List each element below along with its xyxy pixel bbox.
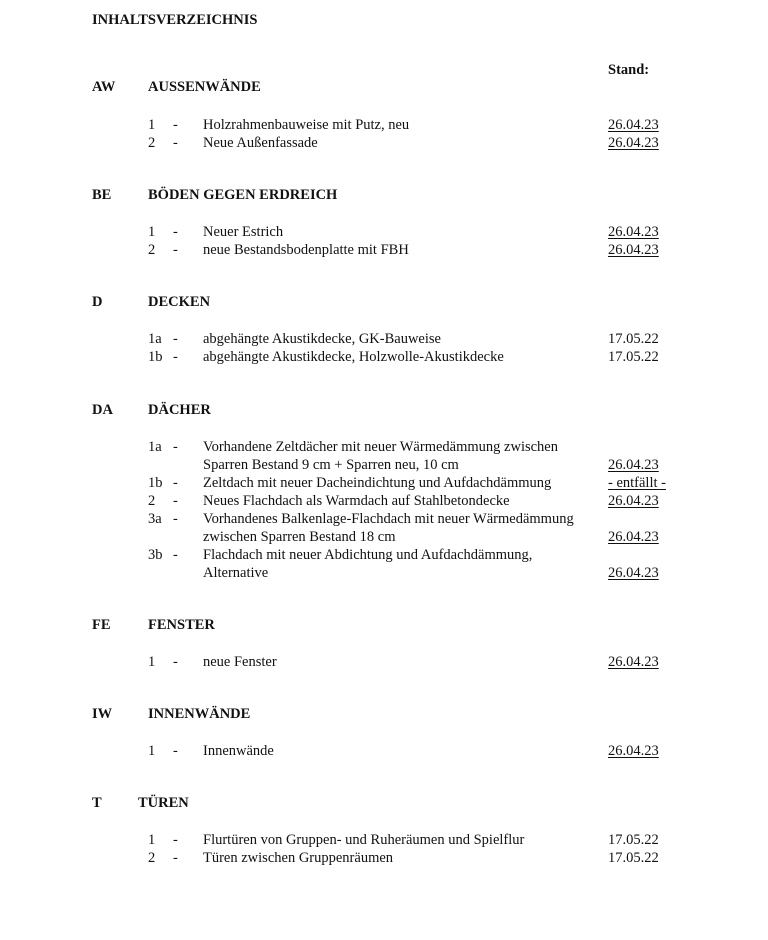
toc-entry [0,742,768,760]
entry-number: 1 [148,832,156,848]
entry-text: abgehängte Akustikdecke, Holzwolle-Akustikdecke [203,349,504,365]
entry-text: Neue Außenfassade [203,135,318,151]
entry-dash: - [173,349,178,365]
toc-entry-continuation [0,528,768,546]
entry-number: 1 [148,117,156,133]
entry-date: 26.04.23 [608,565,659,581]
entry-date: 26.04.23 [608,457,659,473]
section-title: DÄCHER [148,402,211,418]
entry-dash: - [173,850,178,866]
entry-date: 26.04.23 [608,135,659,151]
toc-entry-continuation [0,456,768,474]
entry-date: 17.05.22 [608,832,659,848]
toc-entry [0,653,768,671]
entry-number: 1 [148,654,156,670]
toc-entry [0,831,768,849]
toc-entry-continuation [0,564,768,582]
entry-dash: - [173,331,178,347]
toc-entry [0,492,768,510]
entry-dash: - [173,242,178,258]
entry-text-continuation: Alternative [203,565,269,581]
entry-text: abgehängte Akustikdecke, GK-Bauweise [203,331,441,347]
entry-dash: - [173,547,178,563]
section-code: FE [92,617,111,633]
entry-dash: - [173,117,178,133]
entry-dash: - [173,493,178,509]
entry-dash: - [173,439,178,455]
section-title: FENSTER [148,617,215,633]
toc-entry [0,546,768,564]
toc-entry [0,330,768,348]
entry-text: neue Fenster [203,654,277,670]
entry-text: Flurtüren von Gruppen- und Ruheräumen und Spielflur [203,832,525,848]
section-code: IW [92,706,113,722]
section-title: TÜREN [138,795,189,811]
entry-date: 26.04.23 [608,493,659,509]
toc-entry [0,241,768,259]
entry-text: Türen zwischen Gruppenräumen [203,850,394,866]
entry-dash: - [173,511,178,527]
entry-number: 1b [148,475,163,491]
entry-date: 26.04.23 [608,743,659,759]
entry-dash: - [173,224,178,240]
entry-number: 2 [148,242,156,258]
entry-date: 26.04.23 [608,224,659,240]
entry-number: 3b [148,547,163,563]
section-code: AW [92,79,116,95]
toc-entry [0,849,768,867]
entry-date: - entfällt - [608,475,666,491]
section-code: T [92,795,102,811]
entry-text: Innenwände [203,743,274,759]
section-code: BE [92,187,112,203]
page-title: INHALTSVERZEICHNIS [92,12,258,28]
entry-date: 26.04.23 [608,117,659,133]
toc-entry [0,348,768,366]
entry-text: Flachdach mit neuer Abdichtung und Aufdachdämmung, [203,547,533,563]
entry-date: 26.04.23 [608,654,659,670]
entry-number: 1 [148,224,156,240]
section-code: DA [92,402,113,418]
entry-date: 26.04.23 [608,242,659,258]
entry-date: 17.05.22 [608,331,659,347]
entry-date: 26.04.23 [608,529,659,545]
entry-date: 17.05.22 [608,349,659,365]
entry-number: 2 [148,135,156,151]
section-title: INNENWÄNDE [148,706,251,722]
entry-text-continuation: Sparren Bestand 9 cm + Sparren neu, 10 cm [203,457,459,473]
entry-number: 2 [148,493,156,509]
entry-text: neue Bestandsbodenplatte mit FBH [203,242,409,258]
entry-date: 17.05.22 [608,850,659,866]
toc-entry [0,510,768,528]
entry-text: Holzrahmenbauweise mit Putz, neu [203,117,410,133]
entry-dash: - [173,135,178,151]
section-title: AUSSENWÄNDE [148,79,261,95]
entry-number: 1a [148,331,162,347]
entry-number: 2 [148,850,156,866]
entry-number: 1a [148,439,162,455]
entry-number: 3a [148,511,162,527]
toc-entry [0,474,768,492]
section-title: BÖDEN GEGEN ERDREICH [148,187,338,203]
entry-text: Vorhandene Zeltdächer mit neuer Wärmedämmung zwischen [203,439,558,455]
entry-text: Neues Flachdach als Warmdach auf Stahlbetondecke [203,493,510,509]
entry-dash: - [173,832,178,848]
entry-text-continuation: zwischen Sparren Bestand 18 cm [203,529,396,545]
toc-entry [0,116,768,134]
entry-text: Zeltdach mit neuer Dacheindichtung und Aufdachdämmung [203,475,552,491]
entry-number: 1b [148,349,163,365]
entry-dash: - [173,743,178,759]
section-title: DECKEN [148,294,211,310]
toc-entry [0,134,768,152]
entry-dash: - [173,475,178,491]
toc-entry [0,223,768,241]
entry-number: 1 [148,743,156,759]
entry-text: Vorhandenes Balkenlage-Flachdach mit neuer Wärmedämmung [203,511,574,527]
section-code: D [92,294,103,310]
entry-dash: - [173,654,178,670]
stand-column-label: Stand: [608,62,650,78]
entry-text: Neuer Estrich [203,224,284,240]
toc-entry [0,438,768,456]
